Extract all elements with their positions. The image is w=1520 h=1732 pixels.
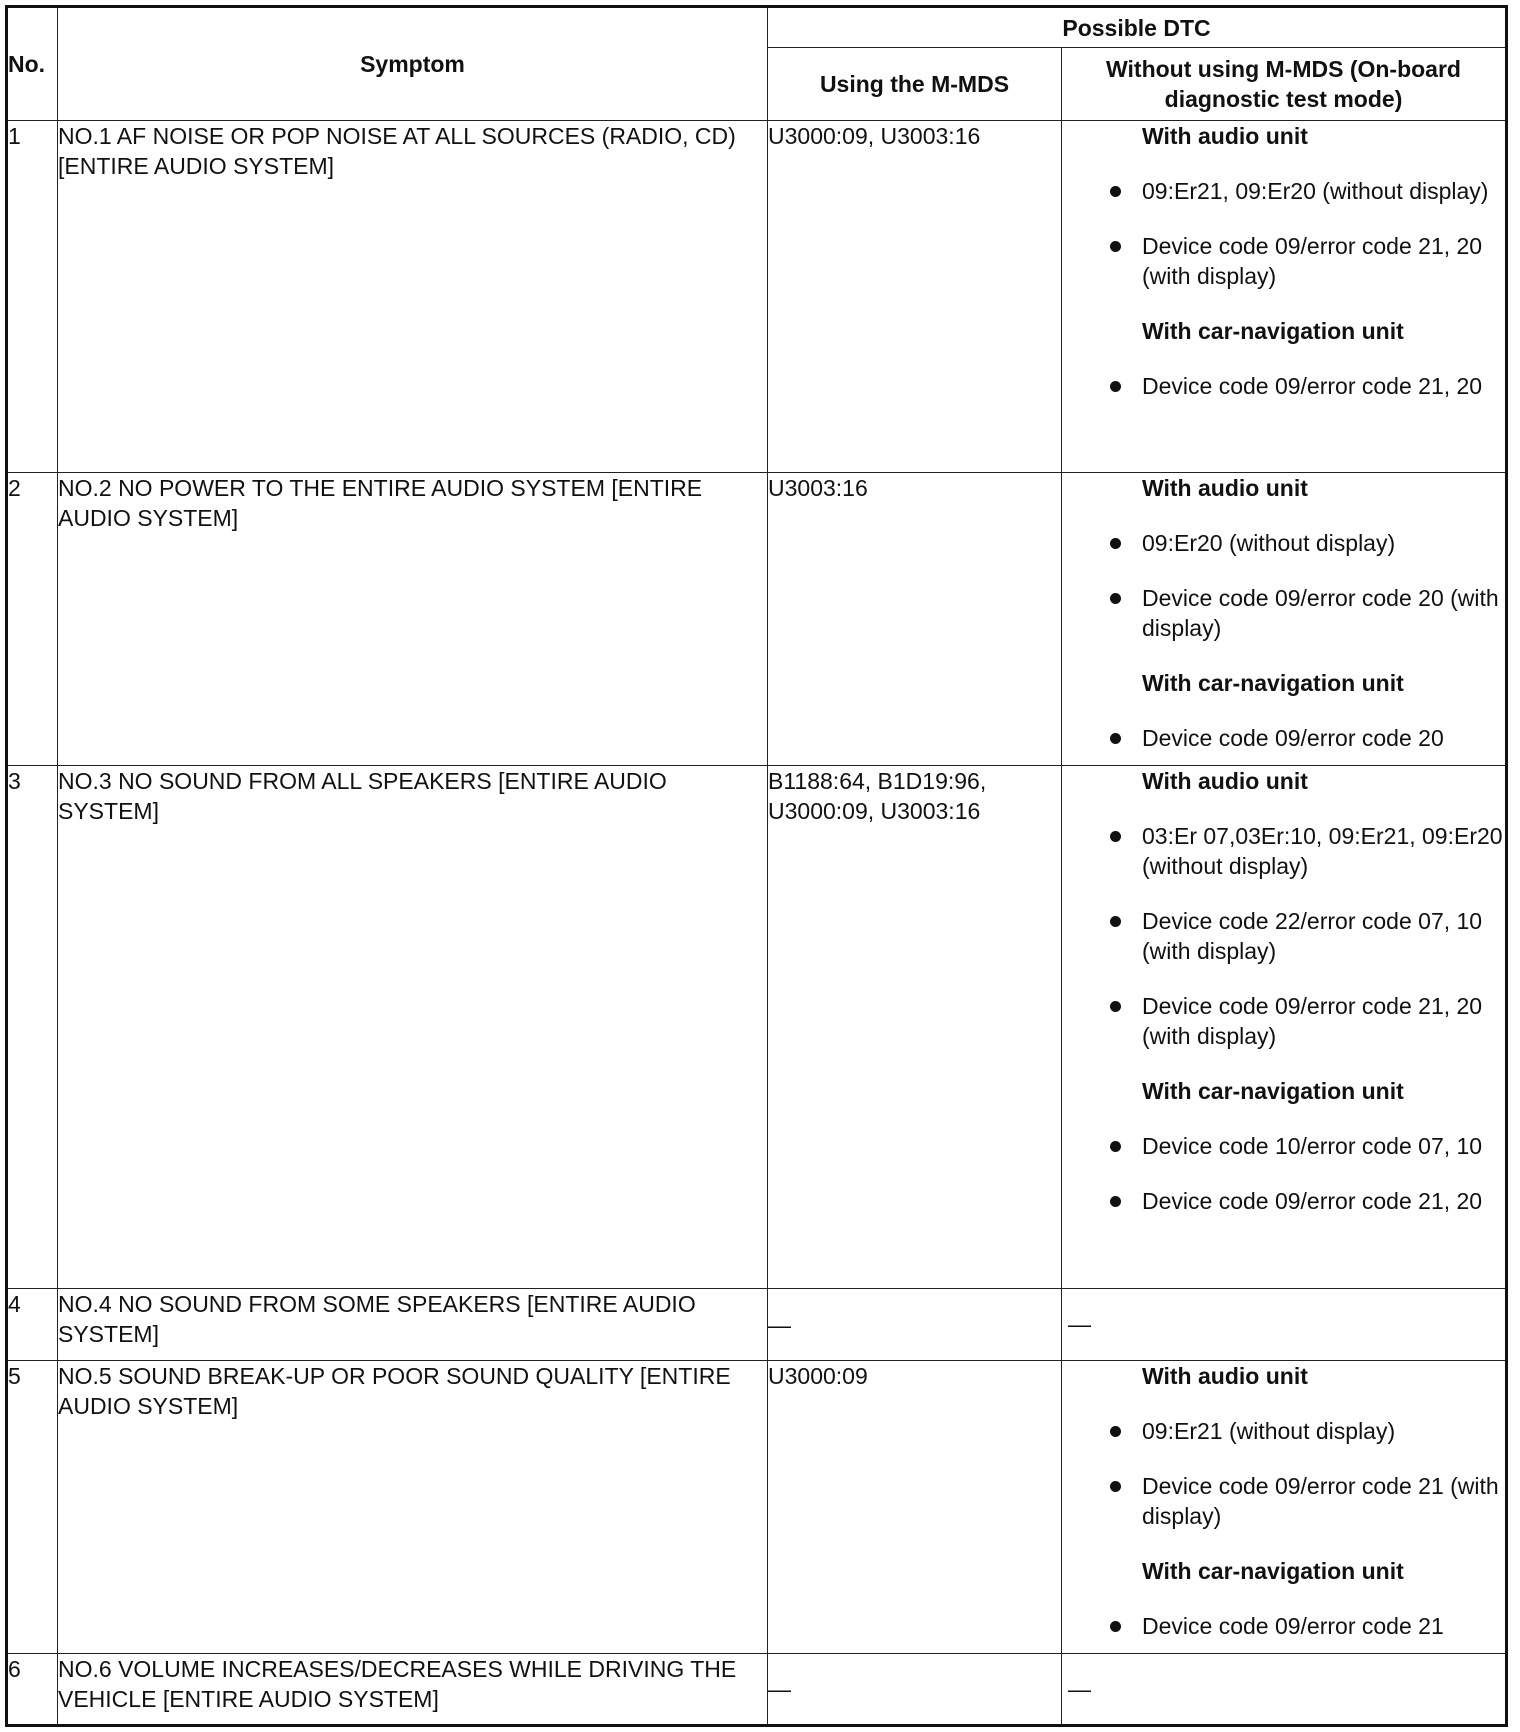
list-item xyxy=(1142,583,1505,643)
header-possible-dtc: Possible DTC xyxy=(768,7,1507,48)
row-number: 4 xyxy=(7,1289,58,1361)
list-item xyxy=(1142,1186,1505,1216)
bullet-icon xyxy=(1110,381,1121,392)
nav-unit-heading: With car-navigation unit xyxy=(1142,318,1404,344)
bullet-icon xyxy=(1110,1001,1121,1012)
list-item-text: 09:Er21 (without display) xyxy=(1142,1418,1396,1444)
list-item xyxy=(1142,723,1505,753)
list-item xyxy=(1142,176,1505,206)
mmds-dtc-cell: — xyxy=(768,1654,1062,1726)
bullet-icon xyxy=(1110,1426,1121,1437)
list-item xyxy=(1142,371,1505,401)
mmds-dtc-cell: U3003:16 xyxy=(768,473,1062,766)
onboard-dtc-cell xyxy=(1062,1361,1507,1654)
header-no: No. xyxy=(7,7,58,121)
row-number: 5 xyxy=(7,1361,58,1654)
list-item xyxy=(1142,528,1505,558)
table-row xyxy=(7,1654,1507,1726)
list-item-text: Device code 09/error code 21, 20 (with display) xyxy=(1142,233,1483,289)
onboard-dtc-cell xyxy=(1062,473,1507,766)
list-item-text: 09:Er20 (without display) xyxy=(1142,530,1396,556)
audio-unit-heading: With audio unit xyxy=(1142,475,1308,501)
bullet-icon xyxy=(1110,733,1121,744)
bullet-icon xyxy=(1110,831,1121,842)
bullet-icon xyxy=(1110,538,1121,549)
symptom-cell: NO.2 NO POWER TO THE ENTIRE AUDIO SYSTEM [ENTIRE AUDIO SYSTEM] xyxy=(58,473,768,766)
onboard-dtc-cell: — xyxy=(1062,1654,1507,1726)
mmds-dtc-cell: U3000:09 xyxy=(768,1361,1062,1654)
symptom-cell: NO.4 NO SOUND FROM SOME SPEAKERS [ENTIRE AUDIO SYSTEM] xyxy=(58,1289,768,1361)
bullet-icon xyxy=(1110,1196,1121,1207)
list-item xyxy=(1142,906,1505,966)
list-item-text: Device code 10/error code 07, 10 xyxy=(1142,1133,1483,1159)
list-item xyxy=(1142,1416,1505,1446)
bullet-icon xyxy=(1110,1141,1121,1152)
mmds-dtc-cell: U3000:09, U3003:16 xyxy=(768,121,1062,473)
table-row xyxy=(7,766,1507,1289)
header-row-1 xyxy=(7,7,1507,48)
row-number: 3 xyxy=(7,766,58,1289)
list-item-text: Device code 09/error code 21 xyxy=(1142,1613,1444,1639)
list-item-text: Device code 09/error code 21, 20 xyxy=(1142,1188,1483,1214)
header-using-mmds: Using the M-MDS xyxy=(768,48,1062,121)
list-item-text: Device code 09/error code 20 xyxy=(1142,725,1444,751)
list-item-text: Device code 09/error code 21 (with display) xyxy=(1142,1473,1499,1529)
header-without-mmds: Without using M-MDS (On-board diagnostic test mode) xyxy=(1062,48,1507,121)
list-item xyxy=(1142,1131,1505,1161)
bullet-icon xyxy=(1110,1621,1121,1632)
onboard-dtc-cell xyxy=(1062,766,1507,1289)
list-item-text: Device code 09/error code 20 (with display) xyxy=(1142,585,1499,641)
onboard-dtc-cell: — xyxy=(1062,1289,1507,1361)
symptom-cell: NO.1 AF NOISE OR POP NOISE AT ALL SOURCES (RADIO, CD) [ENTIRE AUDIO SYSTEM] xyxy=(58,121,768,473)
nav-unit-heading: With car-navigation unit xyxy=(1142,1078,1404,1104)
bullet-icon xyxy=(1110,593,1121,604)
row-number: 6 xyxy=(7,1654,58,1726)
audio-unit-heading: With audio unit xyxy=(1142,1363,1308,1389)
table-row xyxy=(7,121,1507,473)
list-item-text: Device code 22/error code 07, 10 (with display) xyxy=(1142,908,1483,964)
bullet-icon xyxy=(1110,241,1121,252)
list-item-text: Device code 09/error code 21, 20 xyxy=(1142,373,1483,399)
nav-unit-heading: With car-navigation unit xyxy=(1142,670,1404,696)
row-number: 2 xyxy=(7,473,58,766)
audio-unit-heading: With audio unit xyxy=(1142,123,1308,149)
list-item xyxy=(1142,231,1505,291)
table-row xyxy=(7,1361,1507,1654)
list-item xyxy=(1142,821,1505,881)
table-row xyxy=(7,1289,1507,1361)
onboard-dtc-cell xyxy=(1062,121,1507,473)
list-item-text: 03:Er 07,03Er:10, 09:Er21, 09:Er20 (without display) xyxy=(1142,823,1503,879)
list-item xyxy=(1142,991,1505,1051)
bullet-icon xyxy=(1110,1481,1121,1492)
table-row xyxy=(7,473,1507,766)
symptom-cell: NO.3 NO SOUND FROM ALL SPEAKERS [ENTIRE AUDIO SYSTEM] xyxy=(58,766,768,1289)
mmds-dtc-cell: — xyxy=(768,1289,1062,1361)
row-number: 1 xyxy=(7,121,58,473)
mmds-dtc-cell: B1188:64, B1D19:96, U3000:09, U3003:16 xyxy=(768,766,1062,1289)
symptom-cell: NO.5 SOUND BREAK-UP OR POOR SOUND QUALITY [ENTIRE AUDIO SYSTEM] xyxy=(58,1361,768,1654)
list-item-text: 09:Er21, 09:Er20 (without display) xyxy=(1142,178,1489,204)
bullet-icon xyxy=(1110,186,1121,197)
list-item xyxy=(1142,1471,1505,1531)
symptom-cell: NO.6 VOLUME INCREASES/DECREASES WHILE DRIVING THE VEHICLE [ENTIRE AUDIO SYSTEM] xyxy=(58,1654,768,1726)
bullet-icon xyxy=(1110,916,1121,927)
header-symptom: Symptom xyxy=(58,7,768,121)
list-item-text: Device code 09/error code 21, 20 (with display) xyxy=(1142,993,1483,1049)
audio-unit-heading: With audio unit xyxy=(1142,768,1308,794)
nav-unit-heading: With car-navigation unit xyxy=(1142,1558,1404,1584)
dtc-table xyxy=(5,5,1508,1727)
list-item xyxy=(1142,1611,1505,1641)
